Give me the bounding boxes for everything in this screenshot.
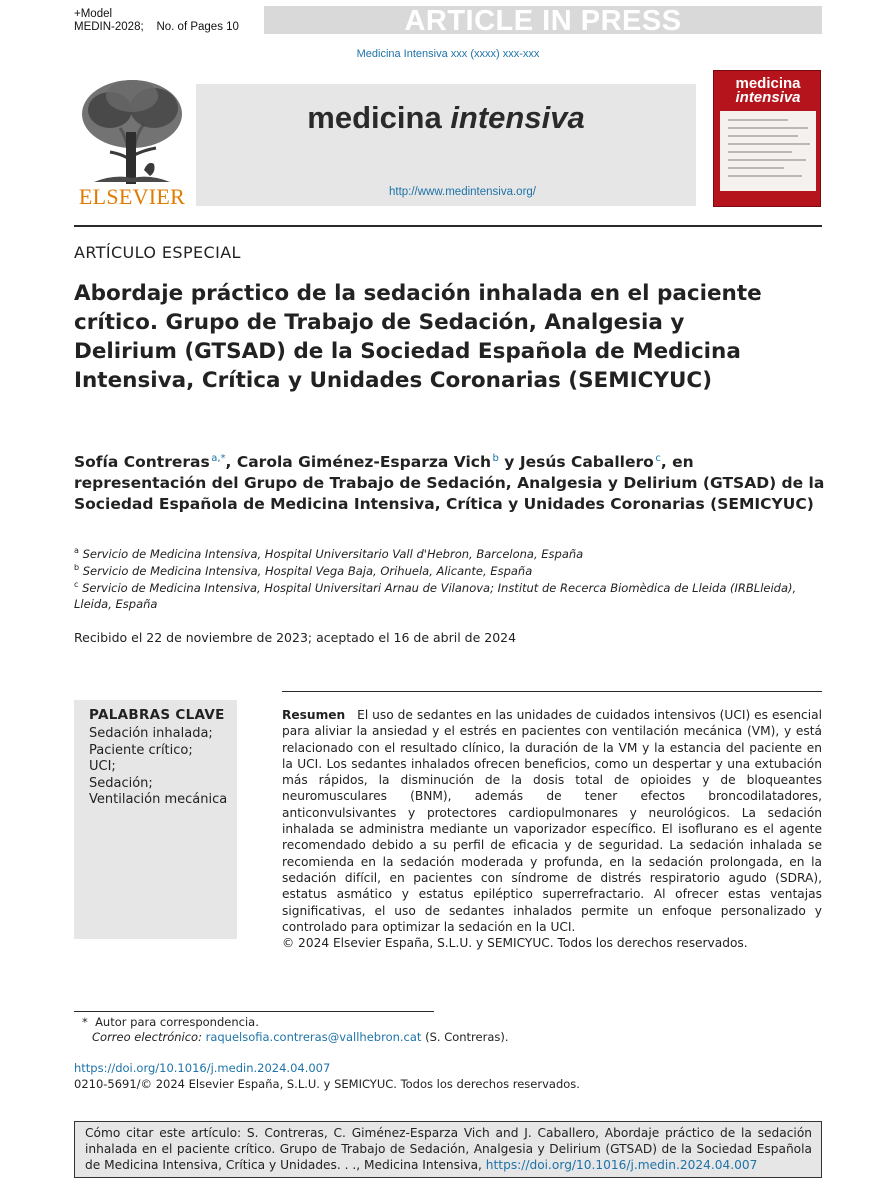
abstract-copyright: © 2024 Elsevier España, S.L.U. y SEMICYUC. Todos los derechos reservados.	[282, 936, 748, 951]
page-count: No. of Pages 10	[156, 21, 239, 33]
email-tail: (S. Contreras).	[425, 1030, 509, 1044]
abstract-label: Resumen	[282, 708, 346, 722]
cover-text-line	[728, 119, 788, 121]
author-name[interactable]: Sofía Contreras	[74, 453, 210, 472]
abstract-divider	[282, 691, 822, 692]
cover-title-b: intensiva	[735, 89, 801, 106]
affiliation-mark: c	[74, 580, 79, 589]
affiliation-a	[74, 543, 826, 562]
article-title: Abordaje práctico de la sedación inhalada en el paciente crítico. Grupo de Trabajo de Sedación, Analgesia y Delirium (GTSAD) de la Sociedad Española de Medicina Intensiva, Crítica y Unidades Coronarias (SEMICYUC)	[74, 281, 762, 393]
affiliation-c	[74, 577, 826, 612]
author-name[interactable]: Carola Giménez-Esparza Vich	[236, 453, 491, 472]
keyword-item: UCI;	[89, 759, 116, 774]
affiliation-mark: a	[74, 546, 79, 555]
ref-code: MEDIN-2028;	[74, 21, 144, 33]
author-affiliation-mark[interactable]: b	[492, 453, 499, 464]
abstract	[282, 707, 822, 951]
cover-title-a: medicina	[735, 75, 801, 92]
article-in-press-banner: ARTICLE IN PRESS	[404, 5, 682, 37]
manuscript-meta	[74, 8, 239, 34]
footnote-text: Autor para correspondencia.	[95, 1015, 259, 1029]
cover-text-line	[728, 175, 802, 177]
journal-title-a: medicina	[307, 100, 442, 135]
header-divider	[74, 225, 822, 227]
keyword-item: Paciente crítico;	[89, 743, 193, 758]
author-separator: y	[498, 453, 520, 472]
keywords-heading: PALABRAS CLAVE	[89, 707, 225, 723]
keyword-item: Sedación;	[89, 776, 153, 791]
journal-url-link[interactable]: http://www.medintensiva.org/	[388, 186, 536, 198]
issn-line: 0210-5691/© 2024 Elsevier España, S.L.U. y SEMICYUC. Todos los derechos reservados.	[74, 1077, 580, 1091]
citation-doi-link[interactable]: https://doi.org/10.1016/j.medin.2024.04.007	[485, 1158, 758, 1172]
author-name[interactable]: Jesús Caballero	[519, 453, 654, 472]
cover-text-line	[728, 127, 808, 129]
email-label: Correo electrónico:	[92, 1030, 202, 1044]
affiliation-text: Servicio de Medicina Intensiva, Hospital Universitari Arnau de Vilanova; Institut de Recerca Biomèdica de Lleida (IRBLleida), Lleida, España	[74, 580, 797, 611]
citation-body: Cómo citar este artículo: S. Contreras, C. Giménez-Esparza Vich and J. Caballero, Abordaje práctico de la sedación inhalada en el paciente crítico. Grupo de Trabajo de Sedación, Analgesia y Delirium (GTSAD) de la Sociedad Española de Medicina Intensiva, Crítica y Unidades. . ., Medicina Intensiva,	[85, 1126, 812, 1172]
email-note	[92, 1030, 509, 1044]
article-section-label: ARTÍCULO ESPECIAL	[74, 243, 241, 262]
model-label: +Model	[74, 8, 113, 20]
cover-text-line	[728, 159, 806, 161]
journal-reference[interactable]: Medicina Intensiva xxx (xxxx) xxx-xxx	[356, 48, 540, 60]
footnote-mark: *	[82, 1015, 88, 1029]
affiliation-mark: b	[74, 563, 80, 572]
keyword-item: Sedación inhalada;	[89, 726, 213, 741]
cover-text-line	[728, 151, 792, 153]
journal-title	[196, 100, 696, 136]
corresponding-author-note	[82, 1015, 259, 1029]
author-affiliation-mark[interactable]: a,*	[211, 453, 226, 464]
cover-text-line	[728, 143, 810, 145]
authors-tail: , en representación del Grupo de Trabajo de Sedación, Analgesia y Delirium (GTSAD) de la Sociedad Española de Medicina Intensiva, Crítica y Unidades Coronarias (SEMICYUC)	[74, 453, 825, 514]
email-link[interactable]: raquelsofia.contreras@vallhebron.cat	[205, 1030, 422, 1044]
affiliation-text: Servicio de Medicina Intensiva, Hospital Vega Baja, Orihuela, Alicante, España	[82, 563, 533, 578]
author-list	[74, 448, 826, 515]
received-dates: Recibido el 22 de noviembre de 2023; aceptado el 16 de abril de 2024	[74, 630, 517, 645]
cover-text-line	[728, 135, 798, 137]
journal-title-b: intensiva	[450, 100, 585, 135]
journal-cover-thumbnail[interactable]	[713, 70, 821, 207]
author-affiliation-mark[interactable]: c	[655, 453, 661, 464]
ref-line	[74, 21, 239, 34]
citation-text	[85, 1125, 812, 1173]
cover-text-line	[728, 167, 784, 169]
elsevier-wordmark: ELSEVIER	[78, 184, 186, 209]
doi-link[interactable]: https://doi.org/10.1016/j.medin.2024.04.007	[74, 1061, 331, 1075]
affiliation-b	[74, 560, 826, 579]
keyword-item: Ventilación mecánica	[89, 792, 228, 807]
footnote-divider	[74, 1011, 434, 1012]
author-separator: ,	[225, 453, 237, 472]
affiliation-text: Servicio de Medicina Intensiva, Hospital Universitario Vall d'Hebron, Barcelona, España	[82, 546, 584, 561]
abstract-body	[282, 707, 822, 935]
abstract-text: El uso de sedantes en las unidades de cuidados intensivos (UCI) es esencial para aliviar la ansiedad y el estrés en pacientes con ventilación mecánica (VM), y está relacionado con el resultado clínico, la duración de la VM y la estancia del paciente en la UCI. Los sedantes inhalados ofrecen beneficios, como un despertar y una extubación más rápidos, la disminución de la dosis total de opioides y de bloqueantes neuromusculares (BNM), además de tener efectos broncodilatadores, anticonvulsivantes y protectores cardiopulmonares y neurológicos. La sedación inhalada se administra mediante un vaporizador específico. El isoflurano es el agente recomendado debido a su perfil de eficacia y de seguridad. La sedación inhalada se recomienda en la sedación moderada y profunda, en la sedación prolongada, en la sedación difícil, en pacientes con síndrome de distrés respiratorio agudo (SDRA), estatus asmático y estatus epiléptico superrefractario. Al ofrecer estas ventajas significativas, el uso de sedantes inhalados permite un enfoque personalizado y controlado para optimizar la sedación en la UCI.	[282, 708, 822, 934]
